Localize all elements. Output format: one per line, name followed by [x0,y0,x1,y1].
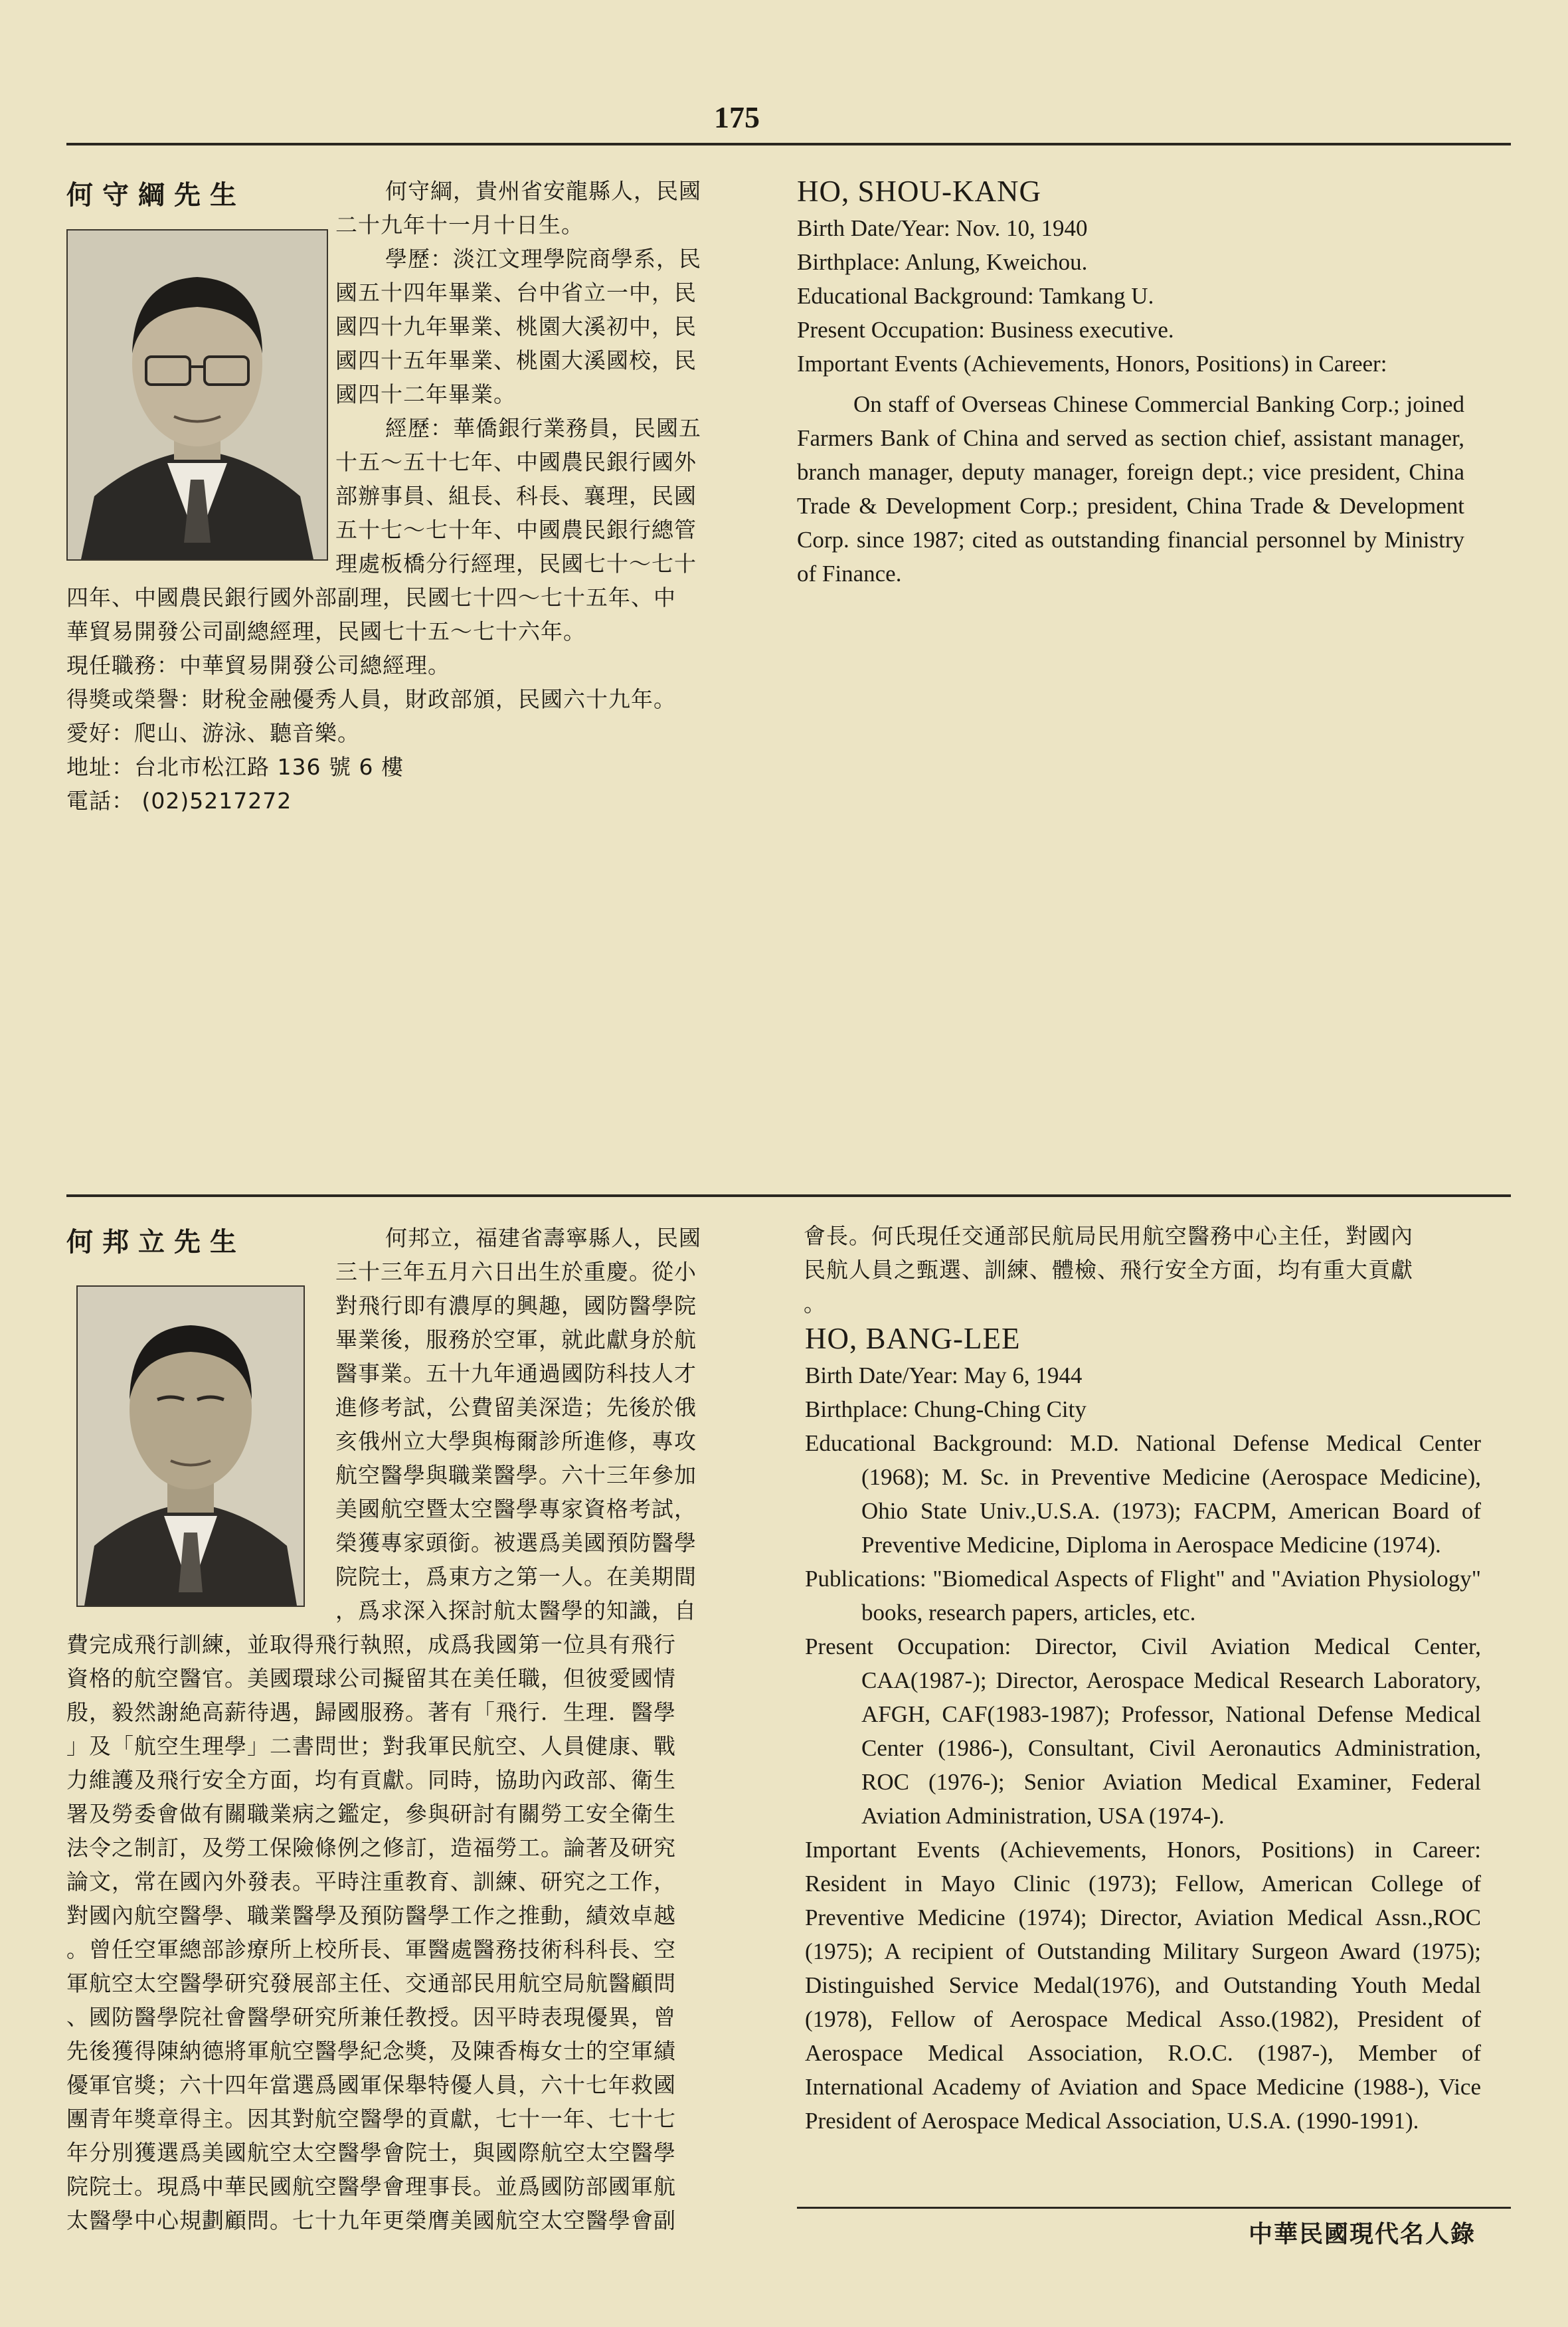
zh-line: 二十九年十一月十日生。 [335,212,584,238]
zh-line: 論文，常在國內外發表。平時注重教育、訓練、研究之工作， [66,1869,676,1895]
zh-line: 四年、中國農民銀行國外部副理，民國七十四～七十五年、中 [66,585,676,610]
zh-line: 華貿易開發公司副總經理，民國七十五～七十六年。 [66,618,586,644]
entry2-birthplace: Birthplace: Chung-Ching City [805,1396,1087,1422]
entry1-events-label: Important Events (Achievements, Honors, Positions) in Career: [797,351,1387,377]
book-title-footer: 中華民國現代名人錄 [1249,2221,1476,2248]
zh-line: 進修考試，公費留美深造；先後於俄 [335,1394,697,1420]
entry2-name-en: HO, BANG-LEE [805,1322,1021,1355]
entry1-occupation: Present Occupation: Business executive. [797,317,1174,343]
zh-line: 國五十四年畢業、台中省立一中，民 [335,280,697,306]
zh-line: 團青年獎章得主。因其對航空醫學的貢獻，七十一年、七十七 [66,2106,676,2132]
entry1-name-zh: 何守綱先生 [66,180,246,211]
zh-line: 力維護及飛行安全方面，均有貢獻。同時，協助內政部、衛生 [66,1767,676,1793]
entry2-name-zh: 何邦立先生 [66,1227,246,1257]
zh-line: 航空醫學與職業醫學。六十三年參加 [335,1462,697,1488]
entry1-birth-date: Birth Date/Year: Nov. 10, 1940 [797,215,1088,241]
zh-line: 殷，毅然謝絶高薪待遇，歸國服務。著有「飛行．生理．醫學 [66,1699,676,1725]
zh-line: 地址：台北市松江路 136 號 6 樓 [66,754,404,780]
zh-line: 部辦事員、組長、科長、襄理，民國 [335,483,697,509]
entry2-en-biography [805,1319,1481,2138]
section-divider [66,1194,1511,1197]
zh-line: 對國內航空醫學、職業醫學及預防醫學工作之推動，績效卓越 [66,1903,676,1928]
zh-line: 院院士，爲東方之第一人。在美期間 [335,1564,697,1590]
zh-line: 何邦立，福建省壽寧縣人，民國 [385,1225,701,1251]
zh-line: 理處板橋分行經理，民國七十～七十 [335,551,697,577]
entry1-name-en: HO, SHOU-KANG [797,175,1041,208]
entry2-zh-biography [66,1221,701,2237]
entry1-education: Educational Background: Tamkang U. [797,283,1154,309]
zh-line: ，爲求深入探討航太醫學的知識，自 [335,1598,697,1624]
zh-line: 軍航空太空醫學研究發展部主任、交通部民用航空局航醫顧問 [66,1970,676,1996]
zh-line: 先後獲得陳納德將軍航空醫學紀念獎，及陳香梅女士的空軍績 [66,2038,676,2064]
zh-line: 、國防醫學院社會醫學研究所兼任教授。因平時表現優異，曾 [66,2004,676,2030]
zh-line: 經歷：華僑銀行業務員，民國五 [385,415,701,441]
zh-line: 美國航空暨太空醫學專家資格考試， [335,1496,697,1522]
footer-rule [797,2207,1511,2209]
entry1-zh-biography [66,174,701,818]
zh-line: 太醫學中心規劃顧問。七十九年更榮膺美國航空太空醫學會副 [66,2207,676,2233]
zh-line: 得獎或榮譽：財稅金融優秀人員，財政部頒，民國六十九年。 [66,686,676,712]
zh-line: 醫事業。五十九年通過國防科技人才 [335,1360,697,1386]
zh-line: 對飛行即有濃厚的興趣，國防醫學院 [335,1293,697,1319]
entry1-en-biography [797,171,1464,591]
entry2-publications: Publications: "Biomedical Aspects of Flight" and "Aviation Physiology" books, research papers, articles, etc. [805,1566,1481,1626]
zh-line: 民航人員之甄選、訓練、體檢、飛行安全方面，均有重大貢獻 [804,1257,1413,1283]
entry2-birth-date: Birth Date/Year: May 6, 1944 [805,1362,1083,1388]
entry1-birthplace: Birthplace: Anlung, Kweichou. [797,249,1088,275]
zh-line: 資格的航空醫官。美國環球公司擬留其在美任職，但彼愛國情 [66,1665,676,1691]
zh-line: 何守綱，貴州省安龍縣人，民國 [385,178,701,204]
zh-line: 五十七～七十年、中國農民銀行總管 [335,517,697,543]
entry2-zh-continuation [804,1219,1413,1321]
zh-line: 國四十五年畢業、桃園大溪國校，民 [335,347,697,373]
zh-line: 費完成飛行訓練，並取得飛行執照，成爲我國第一位具有飛行 [66,1631,676,1657]
zh-line: 國四十九年畢業、桃園大溪初中，民 [335,314,697,339]
zh-line: 現任職務：中華貿易開發公司總經理。 [66,652,450,678]
entry2-education: Educational Background: M.D. National Defense Medical Center (1968); M. Sc. in Preventive Medicine (Aerospace Medicine), Ohio State Univ.,U.S.A. (1973); FACPM, American Board of Preventive Medicine, Diploma in Aerospace Medicine (1974). [805,1430,1481,1558]
zh-line: 。 [804,1291,826,1317]
zh-line: 院院士。現爲中華民國航空醫學會理事長。並爲國防部國軍航 [66,2174,676,2199]
zh-line: 署及勞委會做有關職業病之鑑定，參與研討有關勞工安全衛生 [66,1801,676,1827]
zh-line: 。曾任空軍總部診療所上校所長、軍醫處醫務技術科科長、空 [66,1936,676,1962]
top-rule [66,143,1511,145]
zh-line: 」及「航空生理學」二書問世；對我軍民航空、人員健康、戰 [66,1733,676,1759]
zh-line: 三十三年五月六日出生於重慶。從小 [335,1259,697,1285]
zh-line: 十五～五十七年、中國農民銀行國外 [335,449,697,475]
zh-line: 國四十二年畢業。 [335,381,516,407]
zh-line: 會長。何氏現任交通部民航局民用航空醫務中心主任，對國內 [804,1223,1413,1249]
zh-line: 畢業後，服務於空軍，就此獻身於航 [335,1327,697,1352]
zh-line: 愛好：爬山、游泳、聽音樂。 [66,720,360,746]
zh-line: 優軍官獎；六十四年當選爲國軍保舉特優人員，六十七年救國 [66,2072,676,2098]
zh-line: 電話： (02)5217272 [66,788,292,814]
entry1-events-text: On staff of Overseas Chinese Commercial Banking Corp.; joined Farmers Bank of China and served as section chief, assistant manager, branch manager, deputy manager, foreign dept.; vice president, China Trade & Development Corp.; president, China Trade & Development Corp. since 1987; cited as outstanding financial personnel by Ministry of Finance. [797,391,1464,587]
entry2-events: Important Events (Achievements, Honors, Positions) in Career: Resident in Mayo Clinic (1973); Fellow, American College of Preventive Medicine (1974); Director, Aviation Medical Assn.,ROC (1975); A recipient of Outstanding Military Surgeon Award (1975); Distinguished Service Medal(1976), and Outstanding Youth Medal (1978), Fellow of Aerospace Medical Asso.(1982), President of Aerospace Medical Association, R.O.C. (1987-), Member of International Academy of Aviation and Space Medicine (1988-), Vice President of Aerospace Medical Association, U.S.A. (1990-1991). [805,1837,1481,2134]
zh-line: 學歷：淡江文理學院商學系，民 [385,246,701,272]
zh-line: 年分別獲選爲美國航空太空醫學會院士，與國際航空太空醫學 [66,2140,676,2166]
page-number: 175 [714,100,760,134]
zh-line: 榮獲專家頭銜。被選爲美國預防醫學 [335,1530,697,1556]
entry2-occupation: Present Occupation: Director, Civil Aviation Medical Center, CAA(1987-); Director, Aerospace Medical Research Laboratory, AFGH, CAF(1983-1987); Professor, National Defense Medical Center (1986-), Consultant, Civil Aeronautics Administration, ROC (1976-); Senior Aviation Medical Examiner, Federal Aviation Administration, USA (1974-). [805,1633,1481,1829]
zh-line: 亥俄州立大學與梅爾診所進修，專攻 [335,1428,697,1454]
zh-line: 法令之制訂，及勞工保險條例之修訂，造福勞工。論著及研究 [66,1835,676,1861]
